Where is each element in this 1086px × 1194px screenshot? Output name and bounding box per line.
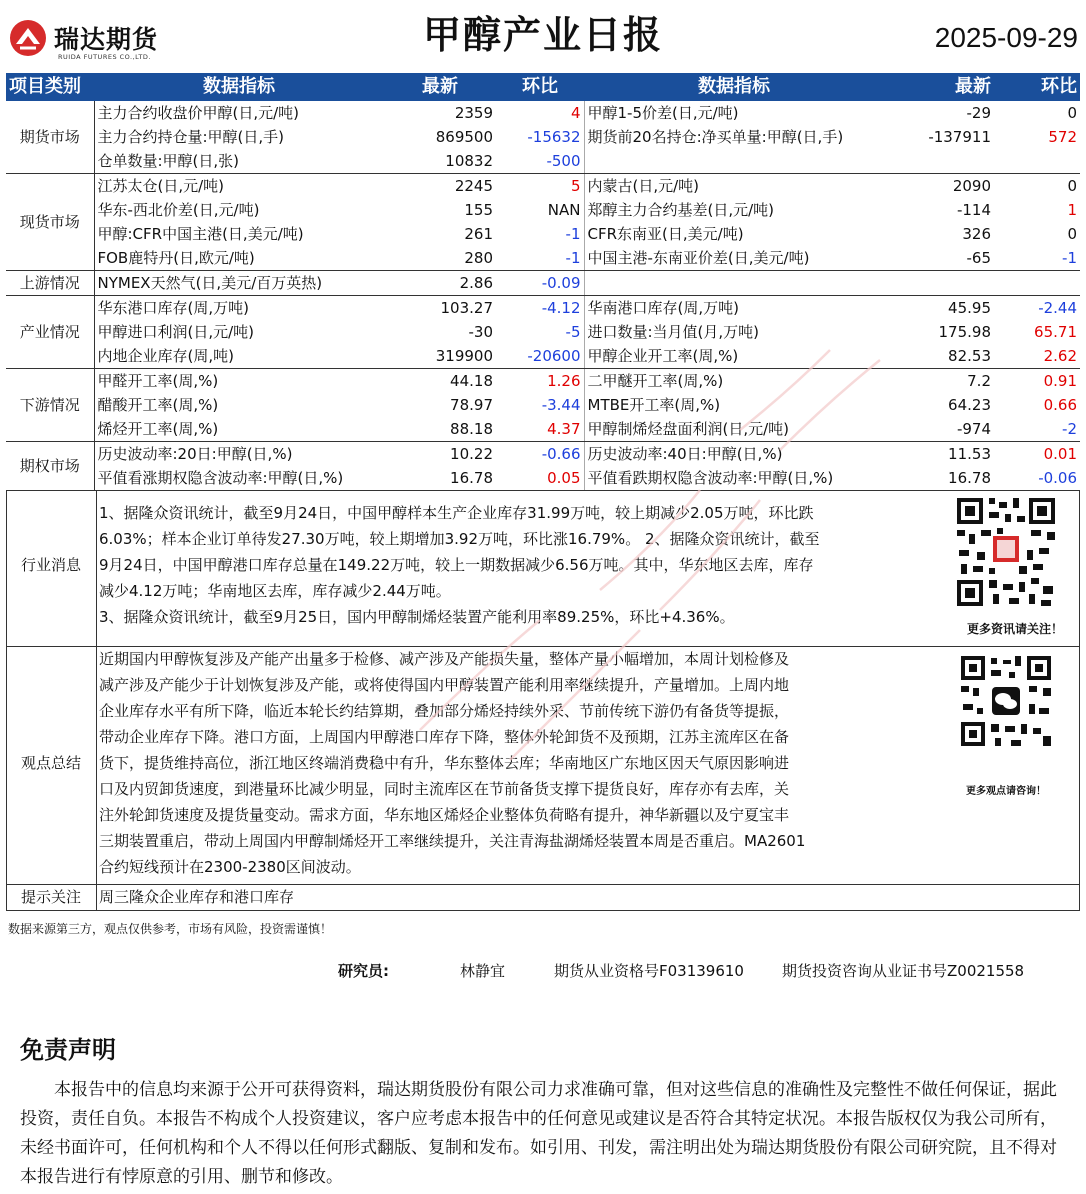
header-latest: 最新 [384, 73, 496, 101]
indicator-name-cell: 平值看涨期权隐含波动率:甲醇(日,%) [94, 466, 384, 491]
latest-value-cell: 10832 [384, 149, 496, 174]
data-table-container [6, 73, 1080, 491]
indicator-name-cell: 历史波动率:40日:甲醇(日,%) [587, 445, 783, 463]
change-value-cell: -5 [496, 320, 584, 344]
change-value-cell: -1 [496, 222, 584, 246]
latest-value-cell: 2.86 [384, 271, 496, 296]
change-value-cell: -15632 [496, 125, 584, 149]
category-cell: 期权市场 [6, 442, 94, 491]
indicator-name-cell: 醋酸开工率(周,%) [97, 396, 219, 414]
change-value-cell: -3.44 [496, 393, 584, 417]
latest-value-cell: -114 [956, 201, 991, 219]
news-line: 6.03%；样本企业订单待发27.30万吨，较上期增加3.92万吨，环比涨16.79%。 2、据隆众资讯统计，截至 [99, 530, 820, 548]
logo-subtext: RUIDA FUTURES CO.,LTD. [58, 53, 151, 61]
latest-value-cell: -29 [966, 104, 991, 122]
change-value-cell: 0.05 [496, 466, 584, 491]
change-value-cell: 0.01 [1043, 445, 1077, 463]
category-cell: 期货市场 [6, 101, 94, 174]
table-row [6, 466, 1080, 491]
latest-value-cell: 869500 [435, 128, 493, 146]
change-value-cell: -1 [994, 246, 1080, 271]
indicator-name-cell: 中国主港-东南亚价差(日,美元/吨) [584, 246, 884, 271]
latest-value-cell: 103.27 [440, 299, 493, 317]
change-value-cell: 0 [1067, 177, 1077, 195]
news-line: 9月24日，中国甲醇港口库存总量在149.22万吨，较上一期数据减少6.56万吨。其中，华东地区去库，库存 [99, 556, 814, 574]
view-text [99, 646, 805, 880]
tips-text: 周三隆众企业库存和港口库存 [99, 888, 295, 906]
indicator-name-cell: 华东港口库存(周,万吨) [97, 299, 249, 317]
view-line: 减产涉及产能少于计划恢复涉及产能，或将使得国内甲醇装置产能利用率继续提升，产量增加。上周内地 [99, 676, 790, 694]
indicator-name-cell: 甲醇制烯烃盘面利润(日,元/吨) [584, 417, 884, 442]
indicator-name-cell: 甲醛开工率(周,%) [97, 372, 219, 390]
table-row [6, 296, 1080, 321]
indicator-name-cell: 郑醇主力合约基差(日,元/吨) [587, 201, 775, 219]
qr-code-icon [953, 494, 1059, 610]
header-latest-2: 最新 [884, 73, 994, 101]
indicator-name-cell: 主力合约收盘价甲醇(日,元/吨) [97, 104, 300, 122]
category-cell: 上游情况 [6, 271, 94, 296]
change-value-cell: 4 [496, 101, 584, 125]
researcher-label: 研究员: [338, 962, 389, 980]
latest-value-cell: -974 [884, 417, 994, 442]
table-row [6, 246, 1080, 271]
table-row [6, 369, 1080, 394]
indicator-name-cell: 甲醇进口利润(日,元/吨) [97, 323, 255, 341]
latest-value-cell: 88.18 [384, 417, 496, 442]
consult-certificate-number: 期货投资咨询从业证书号Z0021558 [782, 962, 1025, 980]
indicator-name-cell: 期货前20名持仓:净买单量:甲醇(日,手) [587, 128, 844, 146]
table-row [6, 198, 1080, 222]
indicator-name-cell: 甲醇:CFR中国主港(日,美元/吨) [97, 225, 304, 243]
latest-value-cell [884, 271, 994, 296]
view-line: 三期装置重启，带动上周国内甲醇制烯烃开工率继续提升，关注青海盐湖烯烃装置本周是否重启。MA2601 [99, 832, 806, 850]
table-body [6, 101, 1080, 491]
indicator-name-cell [584, 271, 884, 296]
view-summary-section [6, 646, 1080, 885]
news-qr-caption: 更多资讯请关注！ [966, 622, 1063, 636]
indicator-name-cell: 二甲醚开工率(周,%) [587, 372, 724, 390]
latest-value-cell: 2359 [454, 104, 493, 122]
latest-value-cell: 11.53 [948, 445, 991, 463]
latest-value-cell: 326 [962, 225, 991, 243]
latest-value-cell: 78.97 [450, 396, 493, 414]
wechat-qr-code-icon [959, 654, 1053, 748]
change-value-cell: 572 [1048, 128, 1077, 146]
header-change: 环比 [496, 73, 584, 101]
indicator-name-cell: NYMEX天然气(日,美元/百万英热) [94, 271, 384, 296]
view-line: 近期国内甲醇恢复涉及产能产出量多于检修、减产涉及产能损失量，整体产量小幅增加，本周计划检修及 [99, 650, 790, 668]
indicator-name-cell: 主力合约持仓量:甲醇(日,手) [97, 128, 285, 146]
news-line: 1、据隆众资讯统计，截至9月24日，中国甲醇样本生产企业库存31.99万吨，较上期减少2.05万吨，环比跌 [99, 504, 814, 522]
header-change-2: 环比 [994, 73, 1080, 101]
news-label: 行业消息 [20, 556, 81, 574]
latest-value-cell: 10.22 [450, 445, 493, 463]
latest-value-cell: 64.23 [948, 396, 991, 414]
table-header-row [6, 73, 1080, 101]
news-line: 减少4.12万吨；华南地区去库，库存减少2.44万吨。 [99, 582, 451, 600]
change-value-cell: -2.44 [1038, 299, 1077, 317]
data-source-note: 数据来源第三方，观点仅供参考，市场有风险，投资需谨慎！ [8, 922, 333, 936]
qualification-number: 期货从业资格号F03139610 [554, 962, 744, 980]
indicator-name-cell: 历史波动率:20日:甲醇(日,%) [97, 445, 293, 463]
table-row [6, 101, 1080, 125]
latest-value-cell: 82.53 [884, 344, 994, 369]
indicator-name-cell: 甲醇1-5价差(日,元/吨) [587, 104, 739, 122]
data-table [6, 73, 1080, 491]
latest-value-cell: 16.78 [384, 466, 496, 491]
news-line: 3、据隆众资讯统计，截至9月25日，国内甲醇制烯烃装置产能利用率89.25%，环比+4.36%。 [99, 608, 735, 626]
latest-value-cell [884, 149, 994, 174]
indicator-name-cell: 江苏太仓(日,元/吨) [97, 177, 225, 195]
tips-label: 提示关注 [20, 888, 81, 906]
change-value-cell: 0 [1067, 104, 1077, 122]
view-line: 货下，提货维持高位，浙江地区终端消费稳中有升，华东整体去库；华南地区广东地区因天气原因影响进 [99, 754, 790, 772]
disclaimer-title: 免责声明 [20, 1036, 116, 1064]
latest-value-cell: 44.18 [450, 372, 493, 390]
logo-text: 瑞达期货 [54, 25, 159, 54]
view-line: 口及内贸卸货速度，到港量环比减少明显，同时主流库区在节前备货支撑下提货良好，库存亦有去库，关 [99, 780, 790, 798]
change-value-cell: -0.06 [994, 466, 1080, 491]
view-label: 观点总结 [20, 754, 81, 772]
news-text [99, 500, 820, 630]
view-line: 带动企业库存下降。港口方面，上周国内甲醇港口库存下降，整体外轮卸货不及预期，江苏主流库区在备 [99, 728, 790, 746]
change-value-cell: -0.09 [496, 271, 584, 296]
change-value-cell: -500 [496, 149, 584, 174]
researcher-name: 林静宜 [460, 962, 506, 980]
change-value-cell: 2.62 [994, 344, 1080, 369]
indicator-name-cell: 内蒙古(日,元/吨) [587, 177, 700, 195]
latest-value-cell: 155 [464, 201, 493, 219]
change-value-cell: 5 [496, 174, 584, 199]
change-value-cell: 1.26 [496, 369, 584, 394]
change-value-cell: -20600 [496, 344, 584, 369]
indicator-name-cell: 平值看跌期权隐含波动率:甲醇(日,%) [584, 466, 884, 491]
change-value-cell: 0.66 [1043, 396, 1077, 414]
change-value-cell [994, 149, 1080, 174]
table-row [6, 417, 1080, 442]
report-date: 2025-09-29 [934, 22, 1078, 53]
latest-value-cell: 16.78 [884, 466, 994, 491]
report-title: 甲醇产业日报 [422, 13, 663, 57]
change-value-cell: -2 [994, 417, 1080, 442]
header-indicator-2: 数据指标 [584, 73, 884, 101]
latest-value-cell: -30 [468, 323, 493, 341]
change-value-cell: 0.91 [1043, 372, 1077, 390]
category-cell: 产业情况 [6, 296, 94, 369]
view-qr-caption: 更多观点请咨询！ [966, 786, 1046, 797]
latest-value-cell: 175.98 [938, 323, 991, 341]
tips-section [6, 884, 1080, 911]
category-cell: 现货市场 [6, 174, 94, 271]
table-row [6, 174, 1080, 199]
industry-news-section [6, 490, 1080, 647]
view-line: 注外轮卸货速度及提货量变动。需求方面，华东地区烯烃企业整体负荷略有提升，神华新疆以及宁夏宝丰 [99, 806, 790, 824]
latest-value-cell: 2245 [454, 177, 493, 195]
view-line: 合约短线预计在2300-2380区间波动。 [99, 858, 361, 876]
indicator-name-cell [584, 149, 884, 174]
indicator-name-cell: CFR东南亚(日,美元/吨) [587, 225, 744, 243]
table-row [6, 442, 1080, 467]
indicator-name-cell: 甲醇企业开工率(周,%) [584, 344, 884, 369]
indicator-name-cell: FOB鹿特丹(日,欧元/吨) [94, 246, 384, 271]
latest-value-cell: 7.2 [967, 372, 991, 390]
table-row [6, 393, 1080, 417]
latest-value-cell: 319900 [384, 344, 496, 369]
header-category: 项目类别 [6, 73, 94, 101]
change-value-cell: 65.71 [1034, 323, 1077, 341]
indicator-name-cell: 进口数量:当月值(月,万吨) [587, 323, 760, 341]
change-value-cell: 4.37 [496, 417, 584, 442]
table-row [6, 320, 1080, 344]
change-value-cell: 1 [1067, 201, 1077, 219]
table-row [6, 344, 1080, 369]
latest-value-cell: -65 [884, 246, 994, 271]
latest-value-cell: 280 [384, 246, 496, 271]
indicator-name-cell: 仓单数量:甲醇(日,张) [94, 149, 384, 174]
category-cell: 下游情况 [6, 369, 94, 442]
indicator-name-cell: 烯烃开工率(周,%) [94, 417, 384, 442]
latest-value-cell: 2090 [952, 177, 991, 195]
table-row [6, 149, 1080, 174]
change-value-cell: NAN [496, 198, 584, 222]
view-line: 企业库存水平有所下降，临近本轮长约结算期，叠加部分烯烃持续外采、节前传统下游仍有备货等提振， [99, 702, 790, 720]
indicator-name-cell: MTBE开工率(周,%) [587, 396, 721, 414]
change-value-cell [994, 271, 1080, 296]
latest-value-cell: 45.95 [948, 299, 991, 317]
latest-value-cell: -137911 [928, 128, 991, 146]
disclaimer-text: 本报告中的信息均来源于公开可获得资料，瑞达期货股份有限公司力求准确可靠，但对这些信息的准确性及完整性不做任何保证，据此投资，责任自负。本报告不构成个人投资建议，客户应考虑本报告中的任何意见或建议是否符合其特定状况。本报告版权仅为我公司所有，未经书面许可，任何机构和个人不得以任何形式翻版、复制和发布。如引用、刊发，需注明出处为瑞达期货股份有限公司研究院，且不得对本报告进行有悖原意的引用、删节和修改。 [20, 1080, 1057, 1187]
indicator-name-cell: 内地企业库存(周,吨) [94, 344, 384, 369]
indicator-name-cell: 华东-西北价差(日,元/吨) [97, 201, 260, 219]
latest-value-cell: 261 [464, 225, 493, 243]
change-value-cell: 0 [1067, 225, 1077, 243]
change-value-cell: -0.66 [496, 442, 584, 467]
indicator-name-cell: 华南港口库存(周,万吨) [587, 299, 739, 317]
header-indicator: 数据指标 [94, 73, 384, 101]
table-row [6, 271, 1080, 296]
table-row [6, 222, 1080, 246]
table-row [6, 125, 1080, 149]
change-value-cell: -4.12 [496, 296, 584, 321]
change-value-cell: -1 [496, 246, 584, 271]
